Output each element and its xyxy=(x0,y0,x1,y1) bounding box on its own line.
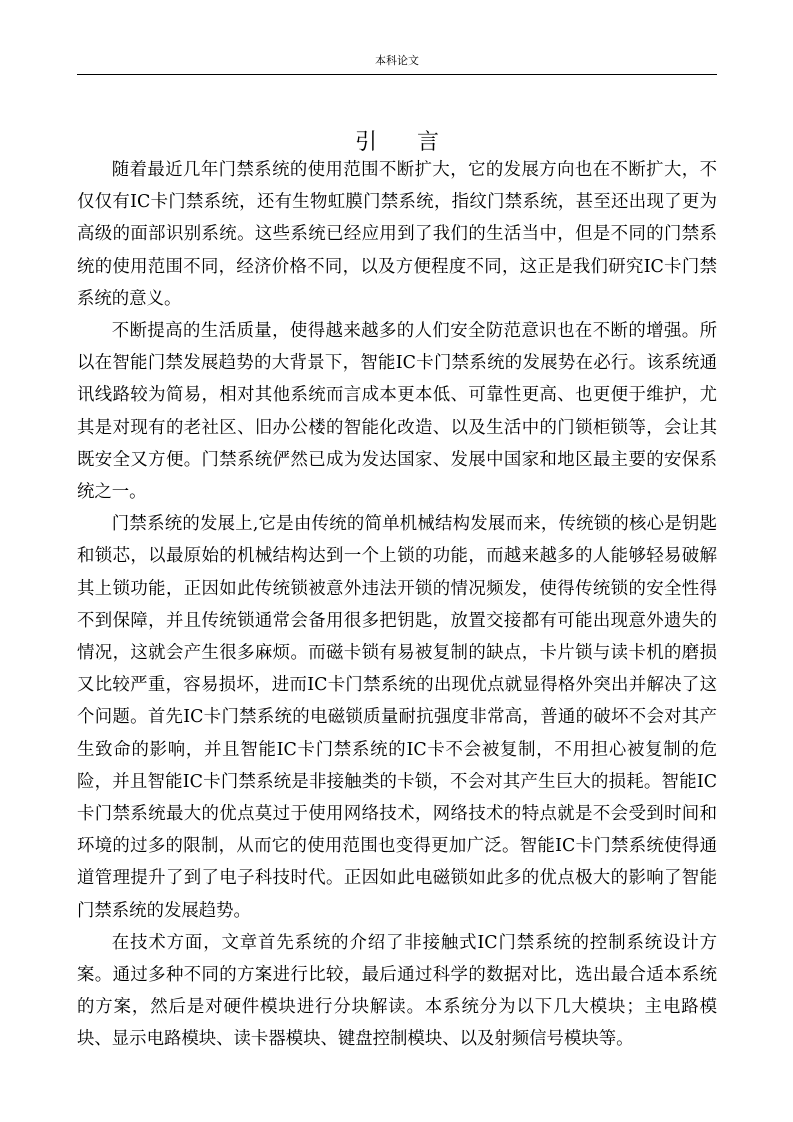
header-label: 本科论文 xyxy=(375,54,419,67)
section-title-char-2: 言 xyxy=(417,130,440,155)
page-header xyxy=(77,52,717,75)
paragraph-2: 不断提高的生活质量，使得越来越多的人们安全防范意识也在不断的增强。所以在智能门禁发展趋势的大背景下，智能IC卡门禁系统的发展势在必行。该系统通讯线路较为简易，相对其他系统而言成本更本低、可靠性更高、也更便于维护，尤其是对现有的老社区、旧办公楼的智能化改造、以及生活中的门锁柜锁等，会让其既安全又方便。门禁系统俨然已成为发达国家、发展中国家和地区最主要的安保系统之一。 xyxy=(77,321,717,503)
paragraph-3: 门禁系统的发展上,它是由传统的简单机械结构发展而来，传统锁的核心是钥匙和锁芯，以最原始的机械结构达到一个上锁的功能，而越来越多的人能够轻易破解其上锁功能，正因如此传统锁被意外违法开锁的情况频发，使得传统锁的安全性得不到保障，并且传统锁通常会备用很多把钥匙，放置交接都有可能出现意外遗失的情况，这就会产生很多麻烦。而磁卡锁有易被复制的缺点，卡片锁与读卡机的磨损又比较严重，容易损坏，进而IC卡门禁系统的出现优点就显得格外突出并解决了这个问题。首先IC卡门禁系统的电磁锁质量耐抗强度非常高，普通的破坏不会对其产生致命的影响，并且智能IC卡门禁系统的IC卡不会被复制，不用担心被复制的危险，并且智能IC卡门禁系统是非接触类的卡锁，不会对其产生巨大的损耗。智能IC卡门禁系统最大的优点莫过于使用网络技术，网络技术的特点就是不会受到时间和环境的过多的限制，从而它的使用范围也变得更加广泛。智能IC卡门禁系统使得通道管理提升了到了电子科技时代。正因如此电磁锁如此多的优点极大的影响了智能门禁系统的发展趋势。 xyxy=(77,514,717,921)
paragraph-4: 在技术方面，文章首先系统的介绍了非接触式IC门禁系统的控制系统设计方案。通过多种不同的方案进行比较，最后通过科学的数据对比，选出最合适本系统的方案，然后是对硬件模块进行分块解读。本系统分为以下几大模块；主电路模块、显示电路模块、读卡器模块、键盘控制模块、以及射频信号模块等。 xyxy=(77,932,717,1050)
section-title-char-1: 引 xyxy=(354,130,377,155)
paragraph-1: 随着最近几年门禁系统的使用范围不断扩大，它的发展方向也在不断扩大，不仅仅有IC卡门禁系统，还有生物虹膜门禁系统，指纹门禁系统，甚至还出现了更为高级的面部识别系统。这些系统已经应用到了我们的生活当中，但是不同的门禁系统的使用范围不同，经济价格不同，以及方便程度不同，这正是我们研究IC卡门禁系统的意义。 xyxy=(77,160,717,309)
body-text xyxy=(77,154,717,1056)
